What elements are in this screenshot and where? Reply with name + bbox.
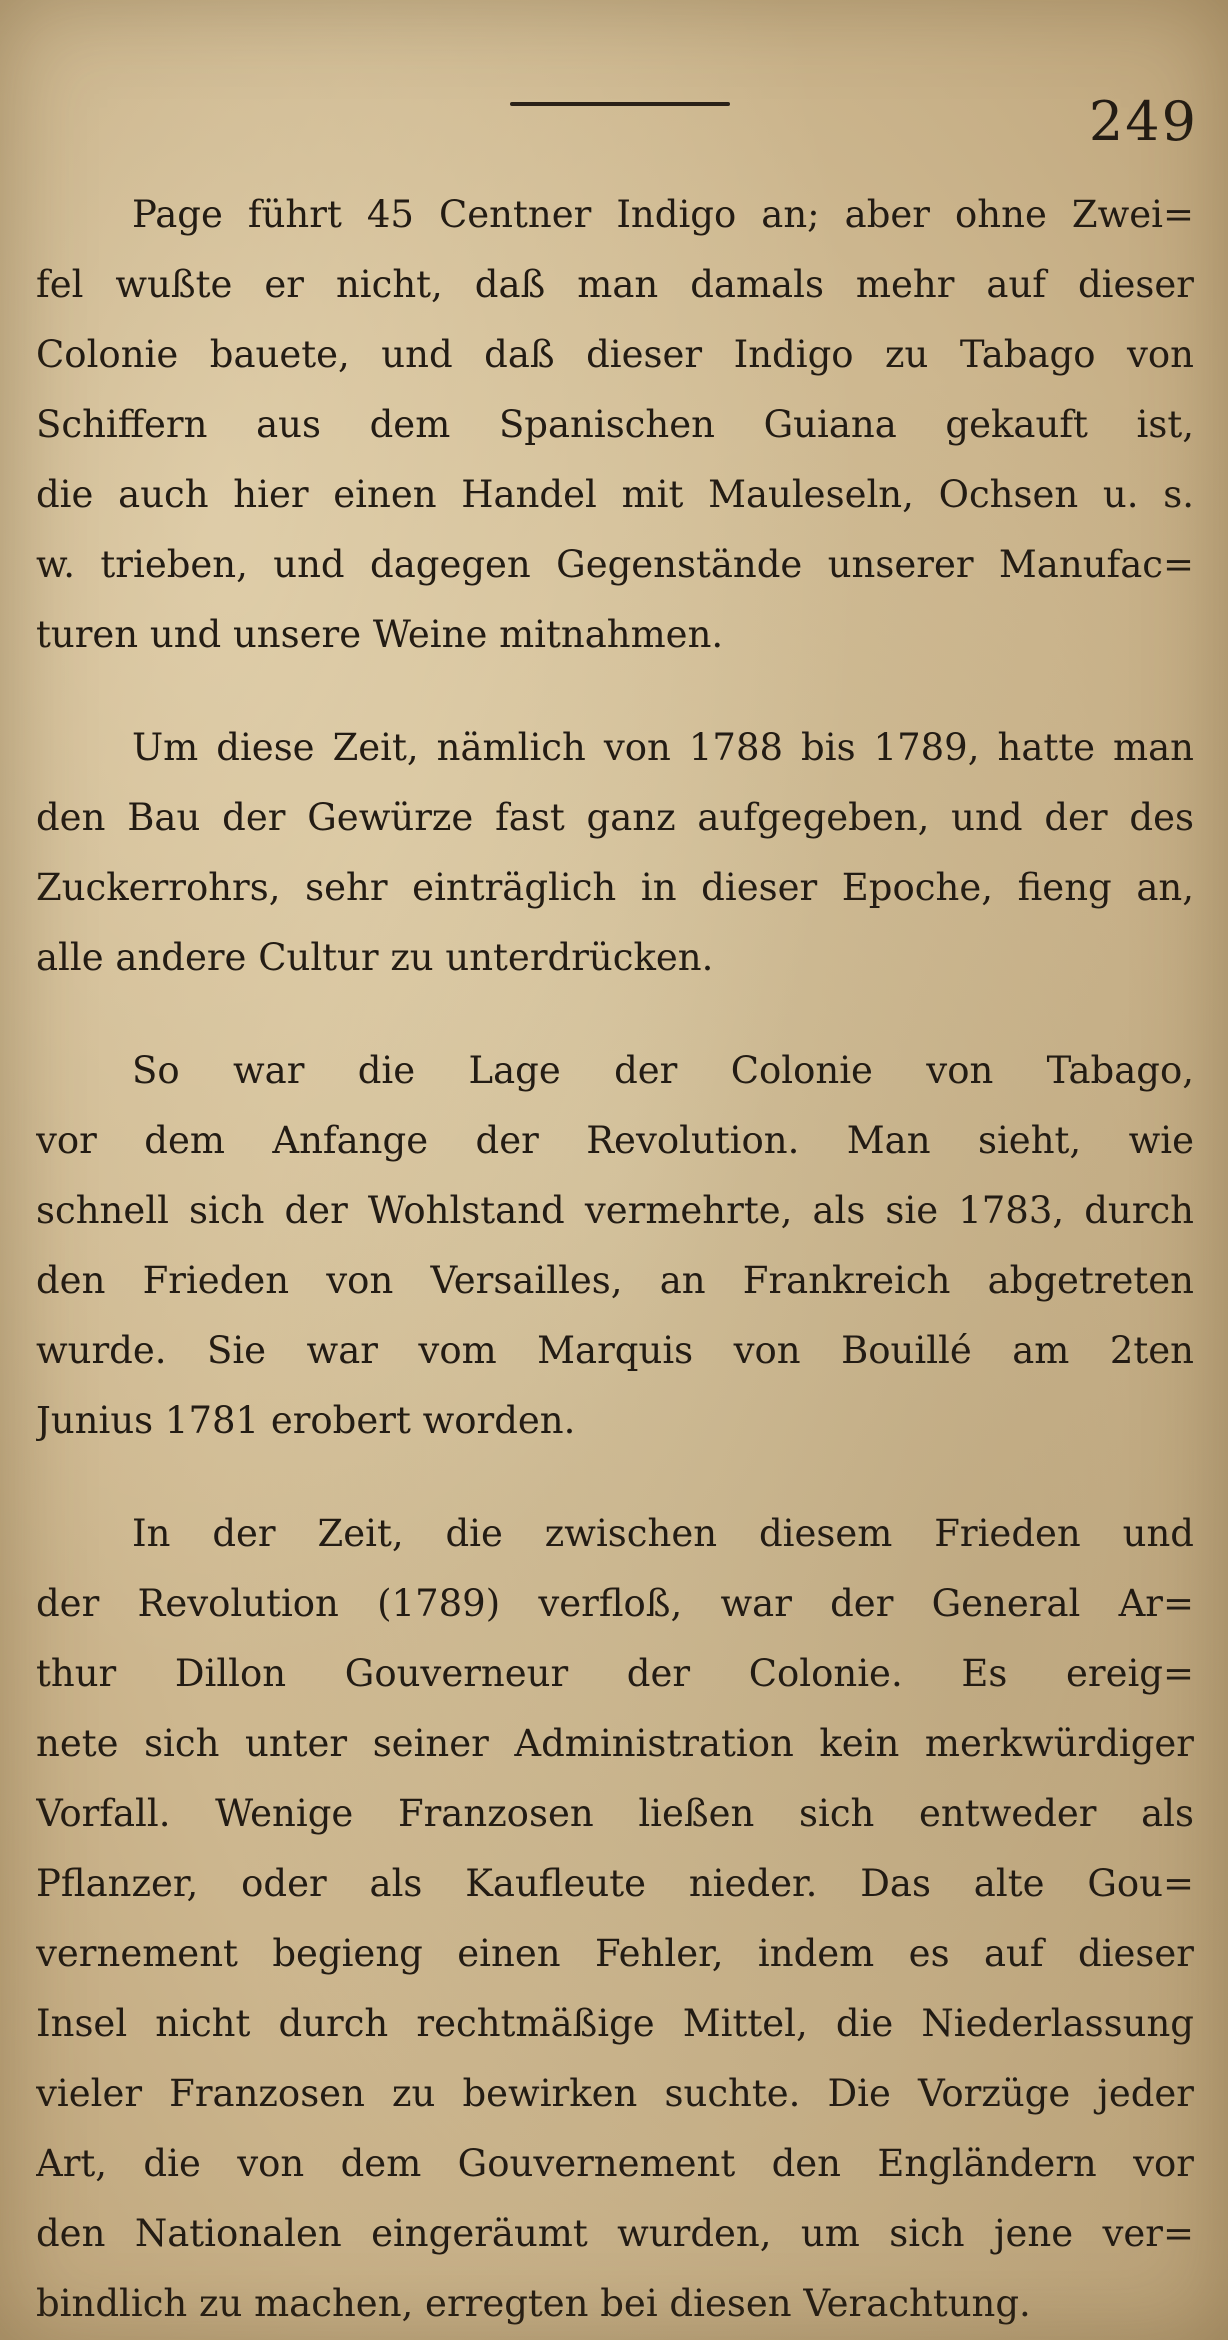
text-line: Junius 1781 erobert worden.	[36, 1399, 576, 1442]
text-line: Insel nicht durch rechtmäßige Mittel, die Niederlassung	[36, 2002, 1194, 2045]
text-line: den Nationalen eingeräumt wurden, um sich jene ver=	[36, 2212, 1194, 2255]
text-line: Zuckerrohrs, sehr einträglich in dieser Epoche, fieng an,	[36, 866, 1194, 909]
text-line: schnell sich der Wohlstand vermehrte, als sie 1783, durch	[36, 1189, 1194, 1232]
text-line: vor dem Anfange der Revolution. Man sieht, wie	[36, 1119, 1194, 1162]
text-line: wurde. Sie war vom Marquis von Bouillé am 2ten	[36, 1329, 1194, 1372]
text-line: den Frieden von Versailles, an Frankreich abgetreten	[36, 1259, 1194, 1302]
text-line: Colonie bauete, und daß dieser Indigo zu Tabago von	[36, 333, 1194, 376]
text-line: Art, die von dem Gouvernement den Engländern vor	[36, 2142, 1194, 2185]
text-line: den Bau der Gewürze fast ganz aufgegeben, und der des	[36, 796, 1194, 839]
body-text	[36, 180, 1194, 2339]
text-line: vernement begieng einen Fehler, indem es auf dieser	[36, 1932, 1194, 1975]
header-rule	[510, 102, 730, 106]
text-line: In der Zeit, die zwischen diesem Frieden und	[132, 1512, 1194, 1555]
text-line: fel wußte er nicht, daß man damals mehr auf dieser	[36, 263, 1194, 306]
text-line: die auch hier einen Handel mit Mauleseln, Ochsen u. s.	[36, 473, 1194, 516]
text-line: turen und unsere Weine mitnahmen.	[36, 613, 724, 656]
page-number: 249	[1088, 90, 1198, 153]
text-line: bindlich zu machen, erregten bei diesen Verachtung.	[36, 2282, 1031, 2325]
text-line: nete sich unter seiner Administration kein merkwürdiger	[36, 1722, 1194, 1765]
text-line: vieler Franzosen zu bewirken suchte. Die Vorzüge jeder	[36, 2072, 1194, 2115]
paragraph-4	[36, 1499, 1194, 2339]
text-line: Um diese Zeit, nämlich von 1788 bis 1789, hatte man	[132, 726, 1194, 769]
paragraph-1	[36, 180, 1194, 670]
paragraph-3	[36, 1036, 1194, 1456]
text-line: thur Dillon Gouverneur der Colonie. Es ereig=	[36, 1652, 1194, 1695]
text-line: Page führt 45 Centner Indigo an; aber ohne Zwei=	[132, 193, 1194, 236]
text-line: Pflanzer, oder als Kaufleute nieder. Das alte Gou=	[36, 1862, 1194, 1905]
text-line: alle andere Cultur zu unterdrücken.	[36, 936, 714, 979]
text-line: der Revolution (1789) verfloß, war der General Ar=	[36, 1582, 1194, 1625]
text-line: So war die Lage der Colonie von Tabago,	[132, 1049, 1194, 1092]
paragraph-2	[36, 713, 1194, 993]
text-line: Schiffern aus dem Spanischen Guiana gekauft ist,	[36, 403, 1194, 446]
text-line: w. trieben, und dagegen Gegenstände unserer Manufac=	[36, 543, 1194, 586]
text-line: Vorfall. Wenige Franzosen ließen sich entweder als	[36, 1792, 1194, 1835]
